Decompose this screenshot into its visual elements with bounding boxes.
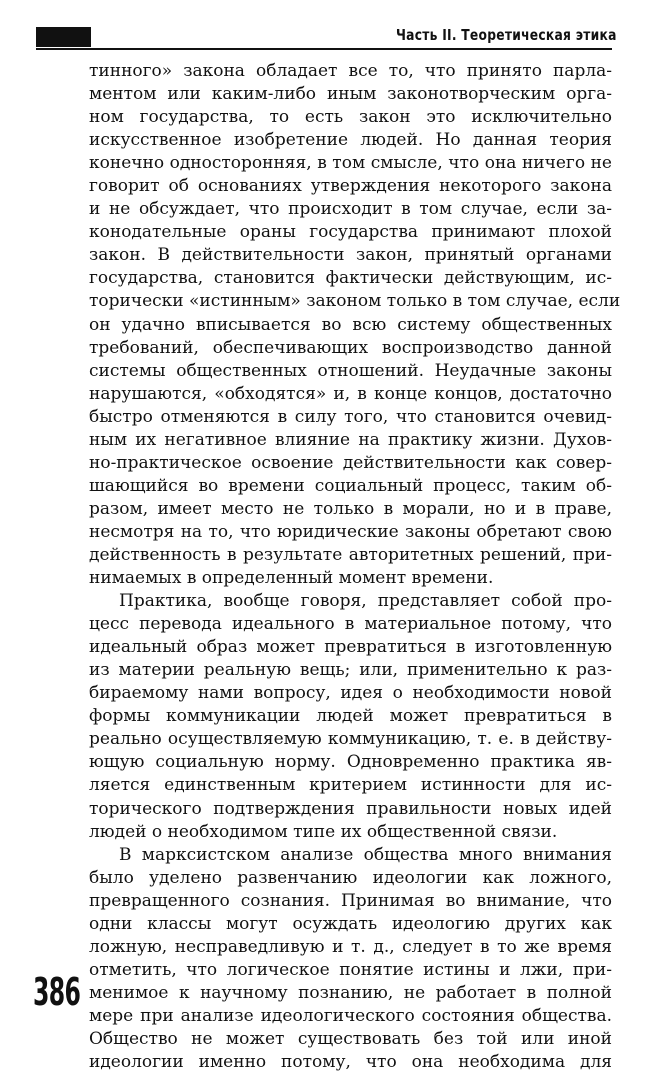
text-line: превращенного сознания. Принимая во внимание, что <box>89 890 612 911</box>
text-line: менимое к научному познанию, не работает в полной <box>89 982 612 1003</box>
text-line: Практика, вообще говоря, представляет собой про- <box>119 591 612 612</box>
text-line: закон. В действительности закон, принятый органами <box>89 245 612 266</box>
text-line: торически «истинным» законом только в том случае, если <box>89 291 621 312</box>
text-line: бираемому нами вопросу, идея о необходимости новой <box>89 683 612 704</box>
text-line: государства, становится фактически действующим, ис- <box>89 268 612 289</box>
running-header <box>0 0 648 56</box>
text-line: В марксистском анализе общества много внимания <box>119 844 612 865</box>
text-line: из материи реальную вещь; или, применительно к раз- <box>89 660 612 681</box>
text-line: ющую социальную норму. Одновременно практика яв- <box>89 752 612 773</box>
text-line: конечно односторонняя, в том смысле, что она ничего не <box>89 153 612 174</box>
text-line: людей о необходимом типе их общественной связи. <box>89 821 558 842</box>
page-number: 386 <box>33 970 81 1014</box>
text-line: искусственное изобретение людей. Но данная теория <box>89 130 612 151</box>
text-line: ным их негативное влияние на практику жизни. Духов- <box>89 429 612 450</box>
header-rule <box>36 48 612 50</box>
text-line: нимаемых в определенный момент времени. <box>89 568 494 589</box>
text-line: ном государства, то есть закон это исключительно <box>89 107 612 128</box>
text-line: говорит об основаниях утверждения некоторого закона <box>89 176 612 197</box>
text-line: системы общественных отношений. Неудачные законы <box>89 360 612 381</box>
text-line: несмотря на то, что юридические законы обретают свою <box>89 521 612 542</box>
text-line: реально осуществляемую коммуникацию, т. е. в действу- <box>89 729 612 750</box>
text-line: быстро отменяются в силу того, что становится очевид- <box>89 406 612 427</box>
header-title: Часть II. Теоретическая этика <box>396 26 617 44</box>
text-line: мере при анализе идеологического состояния общества. <box>89 1005 612 1026</box>
text-line: идеальный образ может превратиться в изготовленную <box>89 637 612 658</box>
text-line: ляется единственным критерием истинности для ис- <box>89 775 612 796</box>
header-black-bar <box>36 27 91 47</box>
text-line: и не обсуждает, что происходит в том случае, если за- <box>89 199 612 220</box>
text-line: торического подтверждения правильности новых идей <box>89 798 612 819</box>
text-line: ментом или каким-либо иным законотворческим орга- <box>89 84 612 105</box>
text-line: тинного» закона обладает все то, что принято парла- <box>89 61 612 81</box>
body-text <box>89 60 621 1074</box>
text-line: цесс перевода идеального в материальное потому, что <box>89 614 612 635</box>
text-line: отметить, что логическое понятие истины и лжи, при- <box>89 959 612 980</box>
text-line: одни классы могут осуждать идеологию других как <box>89 913 612 934</box>
text-line: формы коммуникации людей может превратиться в <box>89 706 612 727</box>
text-line: но-практическое освоение действительности как совер- <box>89 452 612 473</box>
text-line: он удачно вписывается во всю систему общественных <box>89 314 612 335</box>
text-line: разом, имеет место не только в морали, но и в праве, <box>89 498 612 519</box>
text-line: идеологии именно потому, что она необходима для <box>89 1052 612 1073</box>
text-line: конодательные ораны государства принимают плохой <box>89 222 612 243</box>
text-line: было уделено развенчанию идеологии как ложного, <box>89 867 612 888</box>
text-line: Общество не может существовать без той или иной <box>89 1028 612 1049</box>
text-line: ложную, несправедливую и т. д., следует в то же время <box>89 936 612 957</box>
text-line: шающийся во времени социальный процесс, таким об- <box>89 475 612 496</box>
text-line: действенность в результате авторитетных решений, при- <box>89 544 612 565</box>
text-line: требований, обеспечивающих воспроизводство данной <box>89 337 612 358</box>
text-line: нарушаются, «обходятся» и, в конце концов, достаточно <box>89 383 612 404</box>
